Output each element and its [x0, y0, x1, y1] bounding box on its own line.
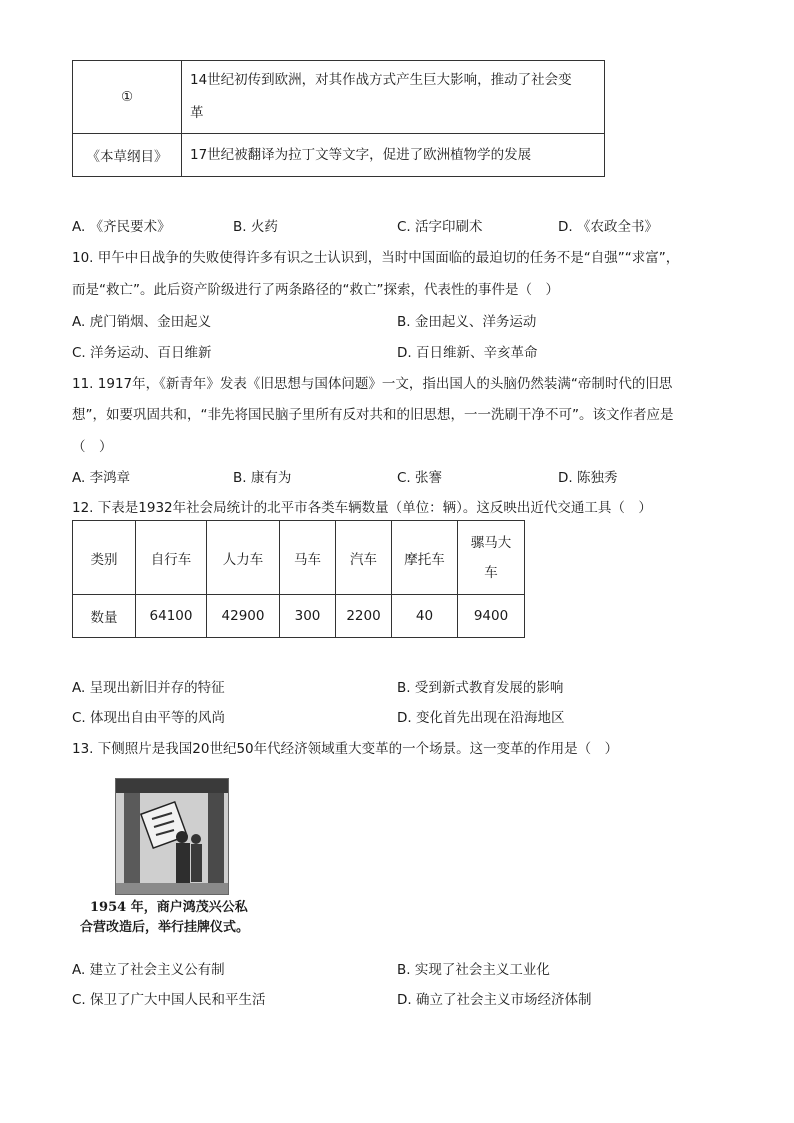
option-b: B. 受到新式教育发展的影响 [397, 680, 564, 696]
table-cell: 《本草纲目》 [73, 134, 182, 177]
table-cell: 64100 [136, 595, 207, 638]
option-a: A. 李鸿章 [72, 470, 131, 486]
table-header-cell: 摩托车 [392, 521, 458, 595]
option-d: D. 《农政全书》 [558, 219, 658, 235]
question-10-line2: 而是“救亡”。此后资产阶级进行了两条路径的“救亡”探索，代表性的事件是（ ） [72, 282, 559, 298]
question-13-line1: 13. 下侧照片是我国20世纪50年代经济领域重大变革的一个场景。这一变革的作用是（ ） [72, 741, 619, 757]
table-header-cell: 马车 [280, 521, 336, 595]
option-d: D. 百日维新、辛亥革命 [397, 345, 538, 361]
table-cell [182, 61, 605, 134]
option-a: A. 虎门销烟、金田起义 [72, 314, 212, 330]
option-b: B. 金田起义、洋务运动 [397, 314, 537, 330]
table-header-cell: 类别 [73, 521, 136, 595]
cell-line: 革 [190, 105, 204, 121]
table-cell: ① [73, 61, 182, 134]
question-12-line1: 12. 下表是1932年社会局统计的北平市各类车辆数量（单位：辆）。这反映出近代交通工具（ ） [72, 500, 652, 516]
option-c: C. 保卫了广大中国人民和平生活 [72, 992, 266, 1008]
table-cell: 数量 [73, 595, 136, 638]
option-c: C. 张謇 [397, 470, 443, 486]
question-11-line3: （ ） [72, 439, 113, 455]
cell-line: 车 [484, 564, 498, 581]
table-cell: 42900 [207, 595, 280, 638]
option-b: B. 实现了社会主义工业化 [397, 962, 550, 978]
table-row [73, 61, 605, 134]
inventions-table [72, 60, 605, 177]
table-row [73, 134, 605, 177]
option-b: B. 康有为 [233, 470, 292, 486]
question-10-line1: 10. 甲午中日战争的失败使得许多有识之士认识到，当时中国面临的最迫切的任务不是“自强”“求富”， [72, 250, 680, 266]
photo-illustration [116, 779, 228, 894]
option-c: C. 体现出自由平等的风尚 [72, 710, 226, 726]
table-row [73, 595, 525, 638]
table-cell: 300 [280, 595, 336, 638]
option-b: B. 火药 [233, 219, 278, 235]
historical-photo [115, 778, 229, 895]
option-d: D. 陈独秀 [558, 470, 618, 486]
option-c: C. 活字印刷术 [397, 219, 483, 235]
table-header-cell: 汽车 [336, 521, 392, 595]
table-header-cell: 自行车 [136, 521, 207, 595]
table-cell: 9400 [458, 595, 525, 638]
option-d: D. 变化首先出现在沿海地区 [397, 710, 565, 726]
table-cell: 40 [392, 595, 458, 638]
table-row [73, 521, 525, 595]
option-a: A. 呈现出新旧并存的特征 [72, 680, 225, 696]
table-header-cell: 人力车 [207, 521, 280, 595]
photo-caption-line1: 1954 年，商户鸿茂兴公私 [90, 900, 248, 915]
question-11-line2: 想”，如要巩固共和，“非先将国民脑子里所有反对共和的旧思想，一一洗刷干净不可”。该文作者应是 [72, 407, 674, 423]
cell-line: 骡马大 [470, 534, 512, 551]
option-a: A. 建立了社会主义公有制 [72, 962, 225, 978]
vehicles-table [72, 520, 525, 638]
option-d: D. 确立了社会主义市场经济体制 [397, 992, 592, 1008]
table-cell: 17世纪被翻译为拉丁文等文字，促进了欧洲植物学的发展 [182, 134, 605, 177]
photo-caption-line2: 合营改造后，举行挂牌仪式。 [80, 920, 250, 935]
option-c: C. 洋务运动、百日维新 [72, 345, 212, 361]
table-header-cell [458, 521, 525, 595]
table-cell: 2200 [336, 595, 392, 638]
question-11-line1: 11. 1917年，《新青年》发表《旧思想与国体问题》一文，指出国人的头脑仍然装满“帝制时代的旧思 [72, 376, 673, 392]
option-a: A. 《齐民要术》 [72, 219, 171, 235]
cell-line: 14世纪初传到欧洲，对其作战方式产生巨大影响，推动了社会变 [190, 72, 572, 88]
